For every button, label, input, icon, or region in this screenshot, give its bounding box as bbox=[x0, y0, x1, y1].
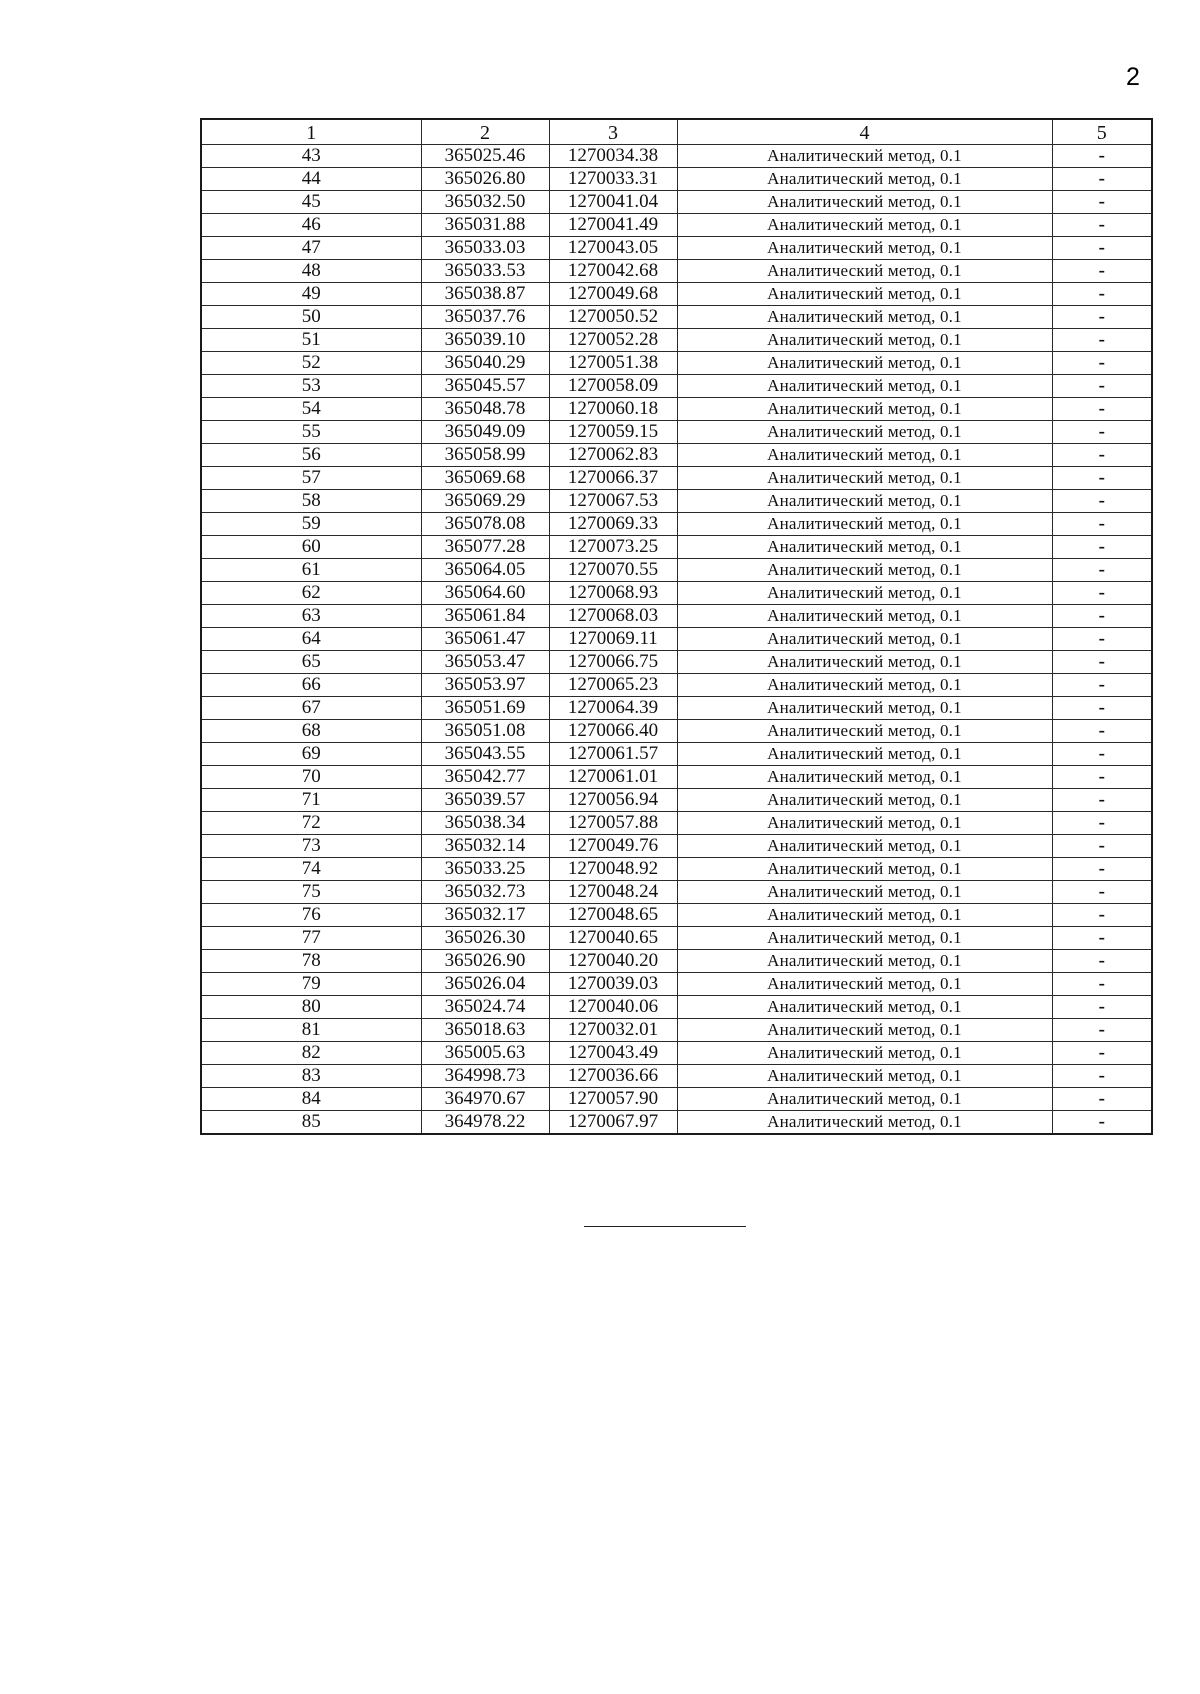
description-cell: - bbox=[1052, 352, 1152, 375]
x-coordinate-cell: 365026.30 bbox=[421, 927, 549, 950]
method-cell: Аналитический метод, 0.1 bbox=[677, 375, 1052, 398]
method-cell: Аналитический метод, 0.1 bbox=[677, 605, 1052, 628]
y-coordinate-cell: 1270040.20 bbox=[549, 950, 677, 973]
y-coordinate-cell: 1270048.92 bbox=[549, 858, 677, 881]
point-number-cell: 46 bbox=[201, 214, 421, 237]
table-row bbox=[201, 743, 1152, 766]
method-cell: Аналитический метод, 0.1 bbox=[677, 237, 1052, 260]
method-cell: Аналитический метод, 0.1 bbox=[677, 306, 1052, 329]
y-coordinate-cell: 1270040.06 bbox=[549, 996, 677, 1019]
y-coordinate-cell: 1270066.37 bbox=[549, 467, 677, 490]
description-cell: - bbox=[1052, 237, 1152, 260]
y-coordinate-cell: 1270041.04 bbox=[549, 191, 677, 214]
description-cell: - bbox=[1052, 789, 1152, 812]
table-row bbox=[201, 835, 1152, 858]
table-row bbox=[201, 904, 1152, 927]
method-cell: Аналитический метод, 0.1 bbox=[677, 1111, 1052, 1135]
x-coordinate-cell: 365005.63 bbox=[421, 1042, 549, 1065]
description-cell: - bbox=[1052, 651, 1152, 674]
description-cell: - bbox=[1052, 812, 1152, 835]
description-cell: - bbox=[1052, 260, 1152, 283]
y-coordinate-cell: 1270043.49 bbox=[549, 1042, 677, 1065]
table-row bbox=[201, 444, 1152, 467]
table-row bbox=[201, 352, 1152, 375]
y-coordinate-cell: 1270068.03 bbox=[549, 605, 677, 628]
description-cell: - bbox=[1052, 996, 1152, 1019]
x-coordinate-cell: 365049.09 bbox=[421, 421, 549, 444]
point-number-cell: 80 bbox=[201, 996, 421, 1019]
x-coordinate-cell: 365042.77 bbox=[421, 766, 549, 789]
table-row bbox=[201, 605, 1152, 628]
y-coordinate-cell: 1270043.05 bbox=[549, 237, 677, 260]
table-row bbox=[201, 490, 1152, 513]
y-coordinate-cell: 1270067.97 bbox=[549, 1111, 677, 1135]
point-number-cell: 75 bbox=[201, 881, 421, 904]
y-coordinate-cell: 1270049.68 bbox=[549, 283, 677, 306]
method-cell: Аналитический метод, 0.1 bbox=[677, 559, 1052, 582]
table-row bbox=[201, 214, 1152, 237]
point-number-cell: 49 bbox=[201, 283, 421, 306]
x-coordinate-cell: 365033.03 bbox=[421, 237, 549, 260]
table-row bbox=[201, 628, 1152, 651]
description-cell: - bbox=[1052, 490, 1152, 513]
table-row bbox=[201, 812, 1152, 835]
method-cell: Аналитический метод, 0.1 bbox=[677, 490, 1052, 513]
y-coordinate-cell: 1270058.09 bbox=[549, 375, 677, 398]
table-row bbox=[201, 513, 1152, 536]
table-row bbox=[201, 697, 1152, 720]
point-number-cell: 76 bbox=[201, 904, 421, 927]
method-cell: Аналитический метод, 0.1 bbox=[677, 398, 1052, 421]
method-cell: Аналитический метод, 0.1 bbox=[677, 996, 1052, 1019]
header-cell-x: 2 bbox=[421, 119, 549, 145]
description-cell: - bbox=[1052, 904, 1152, 927]
method-cell: Аналитический метод, 0.1 bbox=[677, 651, 1052, 674]
table-row bbox=[201, 973, 1152, 996]
description-cell: - bbox=[1052, 835, 1152, 858]
y-coordinate-cell: 1270041.49 bbox=[549, 214, 677, 237]
y-coordinate-cell: 1270032.01 bbox=[549, 1019, 677, 1042]
method-cell: Аналитический метод, 0.1 bbox=[677, 881, 1052, 904]
method-cell: Аналитический метод, 0.1 bbox=[677, 214, 1052, 237]
header-cell-description: 5 bbox=[1052, 119, 1152, 145]
method-cell: Аналитический метод, 0.1 bbox=[677, 858, 1052, 881]
table-row bbox=[201, 651, 1152, 674]
point-number-cell: 43 bbox=[201, 145, 421, 168]
y-coordinate-cell: 1270066.75 bbox=[549, 651, 677, 674]
x-coordinate-cell: 365051.08 bbox=[421, 720, 549, 743]
point-number-cell: 52 bbox=[201, 352, 421, 375]
method-cell: Аналитический метод, 0.1 bbox=[677, 973, 1052, 996]
point-number-cell: 79 bbox=[201, 973, 421, 996]
table-row bbox=[201, 237, 1152, 260]
point-number-cell: 62 bbox=[201, 582, 421, 605]
method-cell: Аналитический метод, 0.1 bbox=[677, 720, 1052, 743]
x-coordinate-cell: 365048.78 bbox=[421, 398, 549, 421]
x-coordinate-cell: 365043.55 bbox=[421, 743, 549, 766]
x-coordinate-cell: 365038.87 bbox=[421, 283, 549, 306]
point-number-cell: 59 bbox=[201, 513, 421, 536]
method-cell: Аналитический метод, 0.1 bbox=[677, 1019, 1052, 1042]
method-cell: Аналитический метод, 0.1 bbox=[677, 835, 1052, 858]
method-cell: Аналитический метод, 0.1 bbox=[677, 191, 1052, 214]
y-coordinate-cell: 1270036.66 bbox=[549, 1065, 677, 1088]
x-coordinate-cell: 365032.73 bbox=[421, 881, 549, 904]
x-coordinate-cell: 365061.84 bbox=[421, 605, 549, 628]
description-cell: - bbox=[1052, 1111, 1152, 1135]
table-row bbox=[201, 1111, 1152, 1135]
header-row bbox=[201, 119, 1152, 145]
method-cell: Аналитический метод, 0.1 bbox=[677, 582, 1052, 605]
method-cell: Аналитический метод, 0.1 bbox=[677, 168, 1052, 191]
point-number-cell: 61 bbox=[201, 559, 421, 582]
y-coordinate-cell: 1270048.65 bbox=[549, 904, 677, 927]
description-cell: - bbox=[1052, 858, 1152, 881]
y-coordinate-cell: 1270069.33 bbox=[549, 513, 677, 536]
y-coordinate-cell: 1270062.83 bbox=[549, 444, 677, 467]
y-coordinate-cell: 1270050.52 bbox=[549, 306, 677, 329]
y-coordinate-cell: 1270061.57 bbox=[549, 743, 677, 766]
y-coordinate-cell: 1270033.31 bbox=[549, 168, 677, 191]
method-cell: Аналитический метод, 0.1 bbox=[677, 927, 1052, 950]
table-row bbox=[201, 1088, 1152, 1111]
description-cell: - bbox=[1052, 421, 1152, 444]
x-coordinate-cell: 365053.97 bbox=[421, 674, 549, 697]
y-coordinate-cell: 1270059.15 bbox=[549, 421, 677, 444]
header-cell-point-number: 1 bbox=[201, 119, 421, 145]
method-cell: Аналитический метод, 0.1 bbox=[677, 329, 1052, 352]
x-coordinate-cell: 365025.46 bbox=[421, 145, 549, 168]
x-coordinate-cell: 365031.88 bbox=[421, 214, 549, 237]
page-number: 2 bbox=[1126, 63, 1140, 91]
y-coordinate-cell: 1270042.68 bbox=[549, 260, 677, 283]
x-coordinate-cell: 364970.67 bbox=[421, 1088, 549, 1111]
table-row bbox=[201, 582, 1152, 605]
point-number-cell: 82 bbox=[201, 1042, 421, 1065]
description-cell: - bbox=[1052, 628, 1152, 651]
description-cell: - bbox=[1052, 766, 1152, 789]
point-number-cell: 69 bbox=[201, 743, 421, 766]
method-cell: Аналитический метод, 0.1 bbox=[677, 260, 1052, 283]
point-number-cell: 73 bbox=[201, 835, 421, 858]
point-number-cell: 48 bbox=[201, 260, 421, 283]
table-row bbox=[201, 536, 1152, 559]
table-row bbox=[201, 720, 1152, 743]
y-coordinate-cell: 1270066.40 bbox=[549, 720, 677, 743]
method-cell: Аналитический метод, 0.1 bbox=[677, 513, 1052, 536]
description-cell: - bbox=[1052, 697, 1152, 720]
method-cell: Аналитический метод, 0.1 bbox=[677, 1065, 1052, 1088]
description-cell: - bbox=[1052, 214, 1152, 237]
table-row bbox=[201, 559, 1152, 582]
table-row bbox=[201, 858, 1152, 881]
description-cell: - bbox=[1052, 973, 1152, 996]
x-coordinate-cell: 365033.53 bbox=[421, 260, 549, 283]
table-row bbox=[201, 260, 1152, 283]
point-number-cell: 45 bbox=[201, 191, 421, 214]
method-cell: Аналитический метод, 0.1 bbox=[677, 536, 1052, 559]
x-coordinate-cell: 365024.74 bbox=[421, 996, 549, 1019]
x-coordinate-cell: 365038.34 bbox=[421, 812, 549, 835]
description-cell: - bbox=[1052, 1042, 1152, 1065]
y-coordinate-cell: 1270039.03 bbox=[549, 973, 677, 996]
description-cell: - bbox=[1052, 950, 1152, 973]
point-number-cell: 53 bbox=[201, 375, 421, 398]
y-coordinate-cell: 1270051.38 bbox=[549, 352, 677, 375]
description-cell: - bbox=[1052, 467, 1152, 490]
description-cell: - bbox=[1052, 1088, 1152, 1111]
point-number-cell: 70 bbox=[201, 766, 421, 789]
x-coordinate-cell: 365040.29 bbox=[421, 352, 549, 375]
method-cell: Аналитический метод, 0.1 bbox=[677, 283, 1052, 306]
x-coordinate-cell: 365032.50 bbox=[421, 191, 549, 214]
table-row bbox=[201, 766, 1152, 789]
point-number-cell: 47 bbox=[201, 237, 421, 260]
description-cell: - bbox=[1052, 398, 1152, 421]
description-cell: - bbox=[1052, 927, 1152, 950]
description-cell: - bbox=[1052, 582, 1152, 605]
point-number-cell: 57 bbox=[201, 467, 421, 490]
table-row bbox=[201, 421, 1152, 444]
point-number-cell: 51 bbox=[201, 329, 421, 352]
point-number-cell: 85 bbox=[201, 1111, 421, 1135]
y-coordinate-cell: 1270049.76 bbox=[549, 835, 677, 858]
description-cell: - bbox=[1052, 881, 1152, 904]
table-row bbox=[201, 1019, 1152, 1042]
point-number-cell: 60 bbox=[201, 536, 421, 559]
table-row bbox=[201, 467, 1152, 490]
table-row bbox=[201, 191, 1152, 214]
y-coordinate-cell: 1270057.88 bbox=[549, 812, 677, 835]
table-row bbox=[201, 881, 1152, 904]
method-cell: Аналитический метод, 0.1 bbox=[677, 674, 1052, 697]
method-cell: Аналитический метод, 0.1 bbox=[677, 352, 1052, 375]
x-coordinate-cell: 365033.25 bbox=[421, 858, 549, 881]
description-cell: - bbox=[1052, 145, 1152, 168]
method-cell: Аналитический метод, 0.1 bbox=[677, 812, 1052, 835]
y-coordinate-cell: 1270060.18 bbox=[549, 398, 677, 421]
point-number-cell: 50 bbox=[201, 306, 421, 329]
description-cell: - bbox=[1052, 375, 1152, 398]
table-row bbox=[201, 789, 1152, 812]
description-cell: - bbox=[1052, 283, 1152, 306]
point-number-cell: 74 bbox=[201, 858, 421, 881]
method-cell: Аналитический метод, 0.1 bbox=[677, 743, 1052, 766]
method-cell: Аналитический метод, 0.1 bbox=[677, 145, 1052, 168]
table-row bbox=[201, 398, 1152, 421]
point-number-cell: 81 bbox=[201, 1019, 421, 1042]
description-cell: - bbox=[1052, 1065, 1152, 1088]
point-number-cell: 63 bbox=[201, 605, 421, 628]
x-coordinate-cell: 365064.60 bbox=[421, 582, 549, 605]
y-coordinate-cell: 1270067.53 bbox=[549, 490, 677, 513]
method-cell: Аналитический метод, 0.1 bbox=[677, 444, 1052, 467]
table-row bbox=[201, 1065, 1152, 1088]
y-coordinate-cell: 1270061.01 bbox=[549, 766, 677, 789]
x-coordinate-cell: 365061.47 bbox=[421, 628, 549, 651]
point-number-cell: 84 bbox=[201, 1088, 421, 1111]
x-coordinate-cell: 365026.90 bbox=[421, 950, 549, 973]
table-header bbox=[201, 119, 1152, 145]
x-coordinate-cell: 365018.63 bbox=[421, 1019, 549, 1042]
table-row bbox=[201, 1042, 1152, 1065]
description-cell: - bbox=[1052, 720, 1152, 743]
point-number-cell: 83 bbox=[201, 1065, 421, 1088]
table-row bbox=[201, 283, 1152, 306]
description-cell: - bbox=[1052, 329, 1152, 352]
y-coordinate-cell: 1270052.28 bbox=[549, 329, 677, 352]
point-number-cell: 65 bbox=[201, 651, 421, 674]
point-number-cell: 54 bbox=[201, 398, 421, 421]
point-number-cell: 67 bbox=[201, 697, 421, 720]
description-cell: - bbox=[1052, 191, 1152, 214]
y-coordinate-cell: 1270034.38 bbox=[549, 145, 677, 168]
point-number-cell: 56 bbox=[201, 444, 421, 467]
method-cell: Аналитический метод, 0.1 bbox=[677, 467, 1052, 490]
x-coordinate-cell: 365051.69 bbox=[421, 697, 549, 720]
method-cell: Аналитический метод, 0.1 bbox=[677, 628, 1052, 651]
x-coordinate-cell: 365069.68 bbox=[421, 467, 549, 490]
point-number-cell: 71 bbox=[201, 789, 421, 812]
point-number-cell: 44 bbox=[201, 168, 421, 191]
description-cell: - bbox=[1052, 1019, 1152, 1042]
method-cell: Аналитический метод, 0.1 bbox=[677, 904, 1052, 927]
y-coordinate-cell: 1270069.11 bbox=[549, 628, 677, 651]
y-coordinate-cell: 1270056.94 bbox=[549, 789, 677, 812]
method-cell: Аналитический метод, 0.1 bbox=[677, 766, 1052, 789]
point-number-cell: 72 bbox=[201, 812, 421, 835]
point-number-cell: 58 bbox=[201, 490, 421, 513]
x-coordinate-cell: 365032.14 bbox=[421, 835, 549, 858]
description-cell: - bbox=[1052, 743, 1152, 766]
y-coordinate-cell: 1270065.23 bbox=[549, 674, 677, 697]
x-coordinate-cell: 365077.28 bbox=[421, 536, 549, 559]
x-coordinate-cell: 365078.08 bbox=[421, 513, 549, 536]
table-row bbox=[201, 306, 1152, 329]
table-row bbox=[201, 375, 1152, 398]
x-coordinate-cell: 364978.22 bbox=[421, 1111, 549, 1135]
description-cell: - bbox=[1052, 513, 1152, 536]
method-cell: Аналитический метод, 0.1 bbox=[677, 421, 1052, 444]
y-coordinate-cell: 1270064.39 bbox=[549, 697, 677, 720]
x-coordinate-cell: 365039.10 bbox=[421, 329, 549, 352]
x-coordinate-cell: 365039.57 bbox=[421, 789, 549, 812]
point-number-cell: 55 bbox=[201, 421, 421, 444]
description-cell: - bbox=[1052, 536, 1152, 559]
y-coordinate-cell: 1270068.93 bbox=[549, 582, 677, 605]
method-cell: Аналитический метод, 0.1 bbox=[677, 1042, 1052, 1065]
end-of-table-line bbox=[584, 1226, 746, 1227]
table-row bbox=[201, 168, 1152, 191]
header-cell-method: 4 bbox=[677, 119, 1052, 145]
point-number-cell: 64 bbox=[201, 628, 421, 651]
x-coordinate-cell: 365064.05 bbox=[421, 559, 549, 582]
y-coordinate-cell: 1270040.65 bbox=[549, 927, 677, 950]
table-row bbox=[201, 674, 1152, 697]
y-coordinate-cell: 1270070.55 bbox=[549, 559, 677, 582]
description-cell: - bbox=[1052, 444, 1152, 467]
coordinates-table bbox=[200, 118, 1153, 1135]
method-cell: Аналитический метод, 0.1 bbox=[677, 950, 1052, 973]
x-coordinate-cell: 365053.47 bbox=[421, 651, 549, 674]
table-row bbox=[201, 145, 1152, 168]
y-coordinate-cell: 1270057.90 bbox=[549, 1088, 677, 1111]
point-number-cell: 78 bbox=[201, 950, 421, 973]
description-cell: - bbox=[1052, 559, 1152, 582]
x-coordinate-cell: 365037.76 bbox=[421, 306, 549, 329]
y-coordinate-cell: 1270048.24 bbox=[549, 881, 677, 904]
x-coordinate-cell: 365069.29 bbox=[421, 490, 549, 513]
description-cell: - bbox=[1052, 168, 1152, 191]
point-number-cell: 68 bbox=[201, 720, 421, 743]
header-cell-y: 3 bbox=[549, 119, 677, 145]
x-coordinate-cell: 365032.17 bbox=[421, 904, 549, 927]
y-coordinate-cell: 1270073.25 bbox=[549, 536, 677, 559]
x-coordinate-cell: 365058.99 bbox=[421, 444, 549, 467]
table-row bbox=[201, 996, 1152, 1019]
method-cell: Аналитический метод, 0.1 bbox=[677, 1088, 1052, 1111]
table-row bbox=[201, 950, 1152, 973]
description-cell: - bbox=[1052, 674, 1152, 697]
point-number-cell: 66 bbox=[201, 674, 421, 697]
x-coordinate-cell: 365045.57 bbox=[421, 375, 549, 398]
method-cell: Аналитический метод, 0.1 bbox=[677, 789, 1052, 812]
x-coordinate-cell: 364998.73 bbox=[421, 1065, 549, 1088]
table-body bbox=[201, 145, 1152, 1135]
description-cell: - bbox=[1052, 605, 1152, 628]
point-number-cell: 77 bbox=[201, 927, 421, 950]
x-coordinate-cell: 365026.04 bbox=[421, 973, 549, 996]
table-row bbox=[201, 329, 1152, 352]
method-cell: Аналитический метод, 0.1 bbox=[677, 697, 1052, 720]
x-coordinate-cell: 365026.80 bbox=[421, 168, 549, 191]
description-cell: - bbox=[1052, 306, 1152, 329]
table-row bbox=[201, 927, 1152, 950]
